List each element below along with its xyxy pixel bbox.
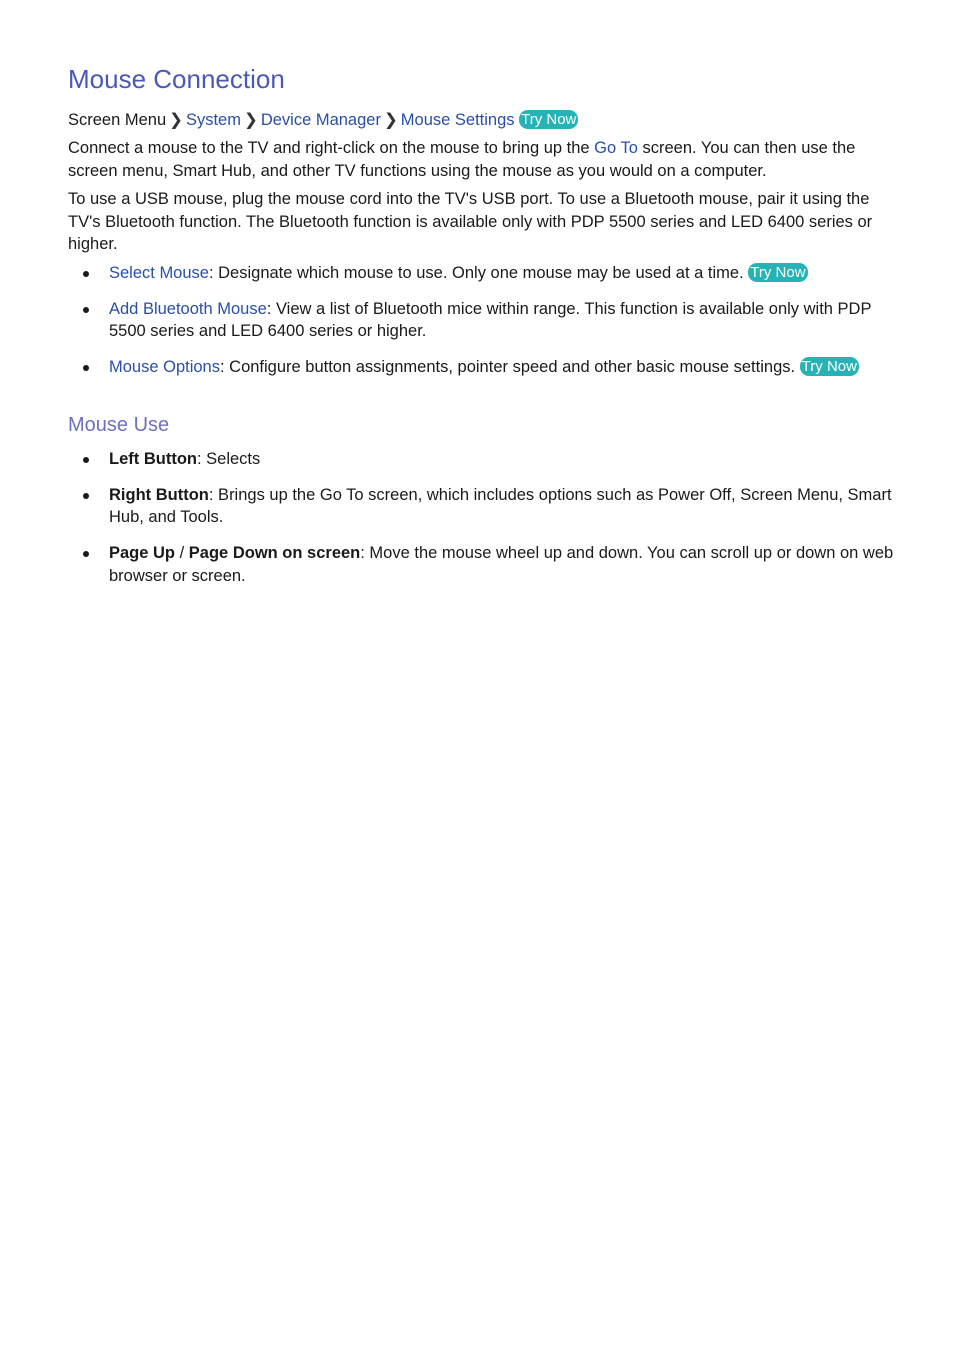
intro-paragraph bbox=[68, 137, 898, 182]
usb-bluetooth-paragraph: To use a USB mouse, plug the mouse cord into the TV's USB port. To use a Bluetooth mouse, pair it using the TV's Bluetooth function. The Bluetooth function is available only with PDP 5500 series and LED 6400 series or higher. bbox=[68, 190, 873, 253]
try-now-button[interactable]: Try Now bbox=[801, 358, 857, 375]
list-item bbox=[68, 542, 898, 587]
bullet-icon bbox=[83, 551, 89, 557]
settings-list bbox=[68, 262, 898, 379]
try-now-button[interactable]: Try Now bbox=[521, 111, 577, 128]
list-item-text: : Move the mouse wheel up and down. You can scroll up or down on web browser or screen. bbox=[109, 544, 894, 585]
list-item-term: Page Up bbox=[109, 544, 176, 562]
go-to-link[interactable]: Go To bbox=[594, 139, 638, 157]
intro-text-before: Connect a mouse to the TV and right-click on the mouse to bring up the bbox=[68, 139, 595, 157]
select-mouse-link[interactable]: Select Mouse bbox=[109, 263, 209, 282]
list-item bbox=[68, 298, 898, 343]
list-item bbox=[68, 356, 898, 379]
list-item bbox=[68, 448, 898, 471]
chevron-right-icon: ❯ bbox=[169, 111, 183, 129]
add-bluetooth-mouse-link[interactable]: Add Bluetooth Mouse bbox=[109, 299, 267, 318]
list-item-text: : Selects bbox=[196, 449, 261, 468]
list-item-term: Page Down on screen bbox=[188, 544, 361, 562]
breadcrumb bbox=[68, 109, 898, 131]
list-item-text: : Designate which mouse to use. Only one mouse may be used at a time. bbox=[208, 263, 749, 282]
mouse-options-link[interactable]: Mouse Options bbox=[109, 358, 220, 376]
page-title: Mouse Connection bbox=[68, 64, 285, 94]
bullet-icon bbox=[83, 271, 89, 277]
list-item-text: : Configure button assignments, pointer speed and other basic mouse settings. bbox=[219, 358, 800, 376]
breadcrumb-root: Screen Menu bbox=[68, 111, 167, 129]
list-item bbox=[68, 484, 898, 529]
list-item-separator: / bbox=[175, 544, 189, 562]
list-item bbox=[68, 262, 898, 285]
chevron-right-icon: ❯ bbox=[383, 111, 398, 129]
bullet-icon bbox=[83, 493, 89, 499]
list-item-term: Right Button bbox=[109, 485, 209, 504]
list-item-text: : Brings up the Go To screen, which includes options such as Power Off, Screen Menu, Smart Hub, and Tools. bbox=[109, 485, 892, 526]
list-item-term: Left Button bbox=[109, 449, 197, 468]
breadcrumb-mouse-settings-link[interactable]: Mouse Settings bbox=[400, 111, 515, 129]
mouse-use-heading: Mouse Use bbox=[68, 413, 170, 436]
breadcrumb-device-manager-link[interactable]: Device Manager bbox=[260, 111, 381, 129]
bullet-icon bbox=[83, 457, 89, 463]
bullet-icon bbox=[83, 307, 89, 313]
document-page bbox=[68, 62, 898, 601]
bullet-icon bbox=[83, 365, 89, 371]
chevron-right-icon: ❯ bbox=[243, 111, 258, 129]
list-item-text: : View a list of Bluetooth mice within range. This function is available only with PDP 5500 series and LED 6400 series or higher. bbox=[109, 299, 872, 340]
intro-text-after: screen. You can then use the screen menu, Smart Hub, and other TV functions using the mouse as you would on a computer. bbox=[68, 139, 856, 180]
breadcrumb-system-link[interactable]: System bbox=[185, 111, 241, 129]
try-now-button[interactable]: Try Now bbox=[750, 263, 806, 281]
mouse-use-list bbox=[68, 448, 898, 588]
